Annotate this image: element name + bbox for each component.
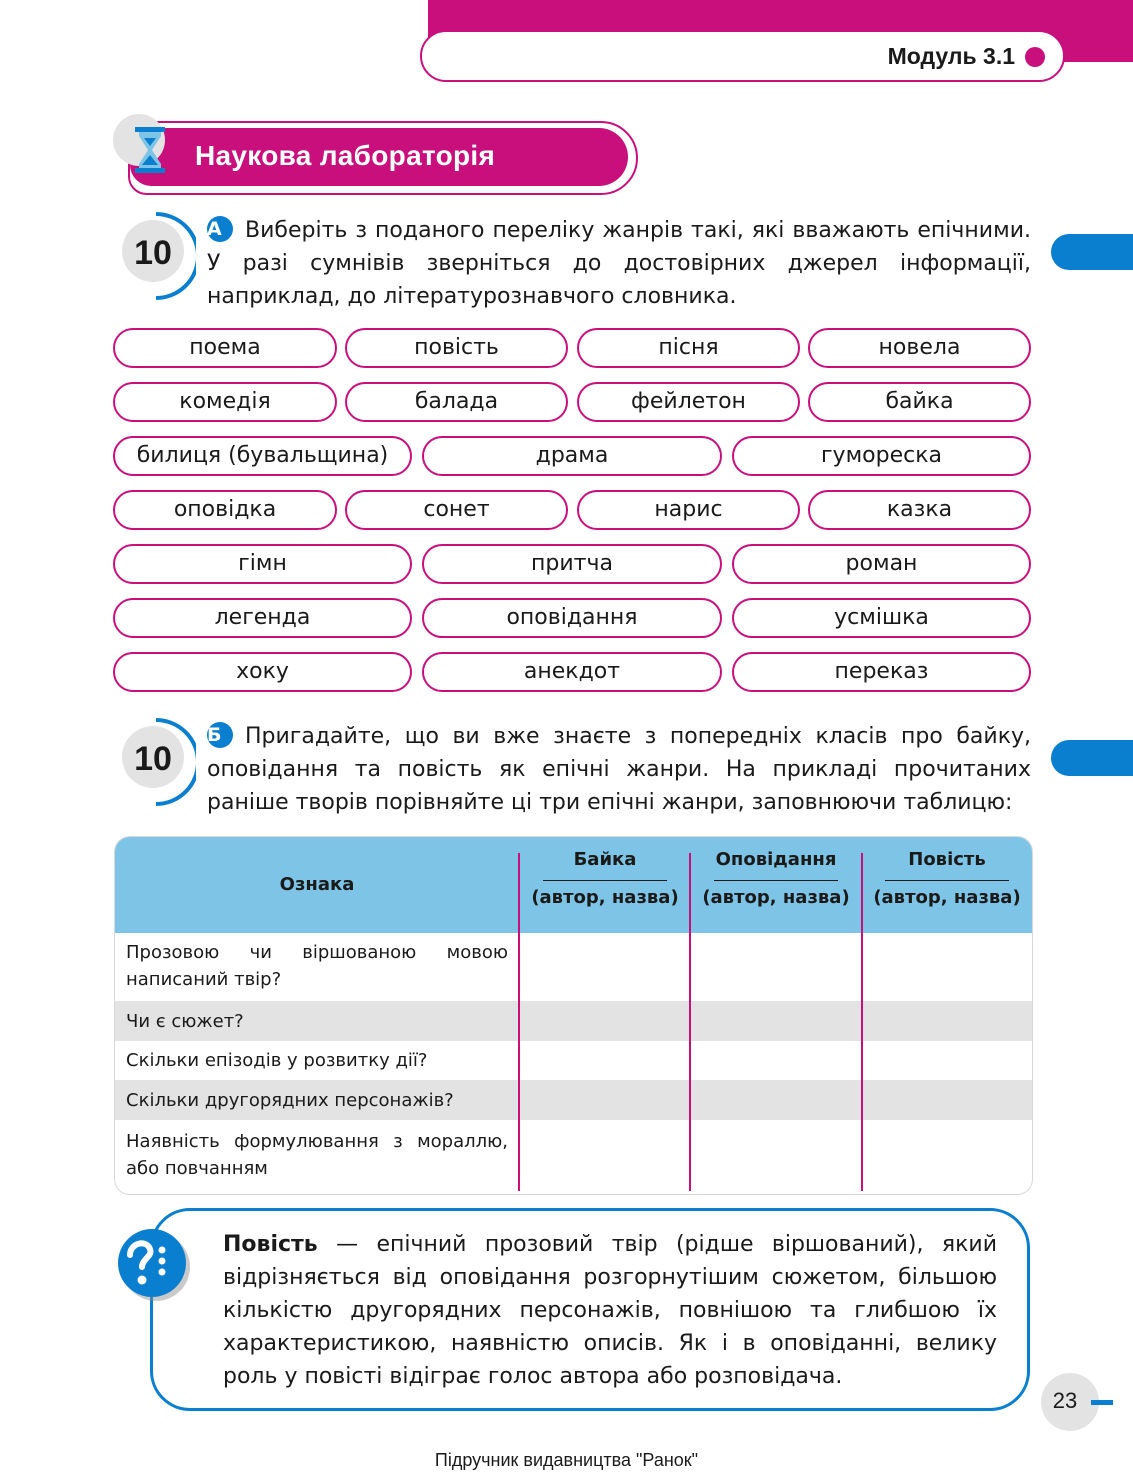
module-label: Модуль 3.1 xyxy=(887,43,1015,69)
row-feature-label: Наявність формулювання з мораллю, або повчанням xyxy=(126,1131,508,1179)
comparison-table xyxy=(114,836,1033,1195)
task-number-text: 10 xyxy=(134,234,172,272)
side-tab-a xyxy=(1051,234,1133,270)
definition-box xyxy=(150,1208,1030,1411)
column-subtitle: (автор, назва) xyxy=(531,887,679,908)
side-tab-b xyxy=(1051,740,1133,776)
table-row xyxy=(115,1001,1032,1041)
column-divider xyxy=(689,853,691,1191)
genre-pill[interactable]: анекдот xyxy=(422,652,722,692)
definition-text xyxy=(223,1228,997,1393)
column-title: Оповідання xyxy=(715,849,837,870)
genre-pill[interactable]: пісня xyxy=(577,328,800,368)
table-header-fable xyxy=(521,849,689,908)
task-b-badge: Б xyxy=(207,722,233,748)
section-title: Наукова лабораторія xyxy=(195,140,496,171)
genre-pill[interactable]: гумореска xyxy=(732,436,1031,476)
genre-pill[interactable]: повість xyxy=(345,328,568,368)
genre-pill[interactable]: поема xyxy=(113,328,337,368)
genre-pill[interactable]: притча xyxy=(422,544,722,584)
genre-pill[interactable]: переказ xyxy=(732,652,1031,692)
column-subtitle: (автор, назва) xyxy=(702,887,850,908)
column-divider xyxy=(518,853,520,1191)
row-feature-label: Скільки епізодів у розвитку дії? xyxy=(126,1050,428,1071)
table-row xyxy=(115,1080,1032,1120)
page-number-marker xyxy=(1091,1400,1113,1405)
table-row xyxy=(115,1120,1032,1194)
genre-pill[interactable]: оповідання xyxy=(422,598,722,638)
genre-pill[interactable]: нарис xyxy=(577,490,800,530)
column-subtitle: (автор, назва) xyxy=(873,887,1021,908)
genre-pill[interactable]: сонет xyxy=(345,490,568,530)
genre-pill[interactable]: фейлетон xyxy=(577,382,800,422)
row-feature-label: Чи є сюжет? xyxy=(126,1011,244,1032)
genre-pill[interactable]: новела xyxy=(808,328,1031,368)
question-info-icon xyxy=(112,1225,194,1305)
genre-pill[interactable]: легенда xyxy=(113,598,412,638)
fill-in-line xyxy=(885,880,1009,881)
row-feature-label: Прозовою чи віршованою мовою написаний твір? xyxy=(126,942,508,990)
genre-pill[interactable]: билиця (бувальщина) xyxy=(113,436,412,476)
section-banner xyxy=(130,128,628,186)
hourglass-icon xyxy=(135,127,165,173)
row-feature-label: Скільки другорядних персонажів? xyxy=(126,1090,454,1111)
definition-term: Повість xyxy=(223,1232,318,1257)
genre-pill[interactable]: казка xyxy=(808,490,1031,530)
genre-pill[interactable]: оповідка xyxy=(113,490,337,530)
column-title: Повість xyxy=(908,849,986,870)
task-b-instruction: Пригадайте, що ви вже знаєте з попередніх класів про байку, оповідання та повість як епічні жанри. На прикладі прочитаних раніше творів порівняйте ці три епічні жанри, заповнюючи таблицю: xyxy=(207,724,1031,815)
genre-pill[interactable]: драма xyxy=(422,436,722,476)
genre-pill[interactable]: роман xyxy=(732,544,1031,584)
table-header-story xyxy=(691,849,861,908)
column-divider xyxy=(861,853,863,1191)
definition-body: — епічний прозовий твір (рідше віршований), який відрізняється від оповідання розгорнутішим сюжетом, більшою кількістю другорядних персонажів, повнішою та глибшою їх характеристикою, наявністю описів. Як і в оповіданні, велику роль у повісті відіграє голос автора або розповідача. xyxy=(223,1232,997,1389)
genre-pill[interactable]: гімн xyxy=(113,544,412,584)
page-number: 23 xyxy=(1052,1388,1078,1413)
column-title: Байка xyxy=(573,849,637,870)
task-number-b xyxy=(116,718,192,794)
fill-in-line xyxy=(543,880,667,881)
publisher-footer: Підручник видавництва "Ранок" xyxy=(434,1450,699,1470)
table-row xyxy=(115,1041,1032,1080)
table-row xyxy=(115,933,1032,1001)
module-indicator xyxy=(420,30,1065,82)
task-number-text: 10 xyxy=(134,740,172,778)
task-a-instruction: Виберіть з поданого переліку жанрів такі, які вважають епічними. У разі сумнівів зверніться до достовірних джерел інформації, наприклад, до літературознавчого словника. xyxy=(207,218,1031,309)
genre-pill[interactable]: комедія xyxy=(113,382,337,422)
genre-pill[interactable]: байка xyxy=(808,382,1031,422)
task-a-text xyxy=(207,214,1031,313)
genre-pill[interactable]: балада xyxy=(345,382,568,422)
genre-pill[interactable]: усмішка xyxy=(732,598,1031,638)
task-a-badge: А xyxy=(207,216,233,242)
task-number-a xyxy=(116,212,192,288)
genre-pill[interactable]: хоку xyxy=(113,652,412,692)
module-dot xyxy=(1025,47,1045,67)
fill-in-line xyxy=(714,880,838,881)
table-header-novella xyxy=(863,849,1031,908)
table-header-feature: Ознака xyxy=(279,874,355,895)
task-b-text xyxy=(207,720,1031,819)
